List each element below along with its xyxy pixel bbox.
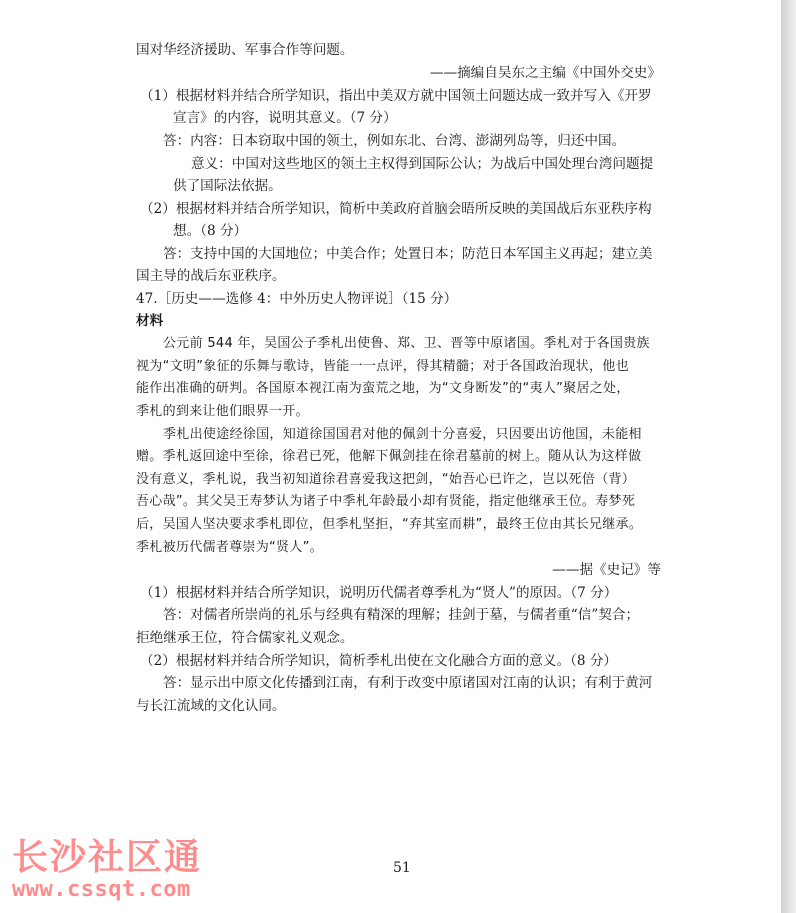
page-edge-shadow (781, 0, 796, 913)
answer-line: 国主导的战后东亚秩序。 (136, 268, 286, 284)
answer-line: 拒绝继承王位，符合儒家礼义观念。 (136, 630, 354, 646)
answer-line: 答：内容：日本窃取中国的领土，例如东北、台湾、澎湖列岛等，归还中国。 (163, 133, 626, 149)
material-line: 能作出准确的研判。各国原本视江南为蛮荒之地，为“文身断发”的“夷人”聚居之处， (136, 381, 630, 396)
answer-line: 意义：中国对这些地区的领土主权得到国际公认；为战后中国处理台湾问题提 (191, 156, 654, 172)
material-line: 吾心哉”。其父吴王寿梦认为诸子中季札年龄最小却有贤能，指定他继承王位。寿梦死 (136, 494, 636, 509)
question-line: （2）根据材料并结合所学知识，简析中美政府首脑会晤所反映的美国战后东亚秩序构 (140, 201, 652, 217)
question-line: 想。（8 分） (173, 223, 248, 239)
material-heading: 材料 (136, 313, 164, 329)
material-line: 没有意义，季札说，我当初知道徐君喜爱我这把剑，“始吾心已许之，岂以死倍（背） (136, 472, 636, 487)
source-citation: ——摘编自吴东之主编《中国外交史》 (429, 65, 661, 81)
text-line: 国对华经济援助、军事合作等问题。 (136, 42, 354, 58)
section-heading: 47.［历史——选修 4：中外历史人物评说］（15 分） (136, 291, 458, 307)
material-line: 季札出使途经徐国，知道徐国国君对他的佩剑十分喜爱，只因要出访他国，未能相 (163, 427, 642, 442)
material-line: 后，吴国人坚决要求季札即位，但季札坚拒，“弃其室而耕”，最终王位由其长兄继承。 (136, 517, 643, 532)
watermark-url: www.cssqt.com (12, 877, 191, 902)
question-line: （1）根据材料并结合所学知识，说明历代儒者尊季札为“贤人”的原因。（7 分） (140, 585, 618, 601)
material-line: 季札被历代儒者尊崇为“贤人”。 (136, 540, 323, 555)
watermark-logo-text: 长沙社区通 (12, 837, 203, 878)
answer-line: 与长江流域的文化认同。 (136, 698, 286, 714)
material-line: 季札的到来让他们眼界一开。 (136, 404, 309, 419)
source-citation: ——据《史记》等 (552, 562, 661, 578)
material-line: 公元前 544 年，吴国公子季札出使鲁、郑、卫、晋等中原诸国。季札对于各国贵族 (163, 336, 650, 351)
material-line: 视为“文明”象征的乐舞与歌诗，皆能一一点评，得其精髓；对于各国政治现状，他也 (136, 359, 629, 374)
question-line: （1）根据材料并结合所学知识，指出中美双方就中国领土问题达成一致并写入《开罗 (140, 88, 652, 104)
answer-line: 供了国际法依据。 (173, 178, 282, 194)
answer-line: 答：显示出中原文化传播到江南，有利于改变中原诸国对江南的认识；有利于黄河 (163, 675, 653, 691)
material-line: 赠。季札返回途中至徐，徐君已死，他解下佩剑挂在徐君墓前的树上。随从认为这样做 (136, 449, 642, 464)
page-number: 51 (393, 860, 411, 876)
answer-line: 答：支持中国的大国地位；中美合作；处置日本；防范日本军国主义再起；建立美 (163, 246, 653, 262)
question-line: 宣言》的内容，说明其意义。（7 分） (173, 110, 397, 126)
answer-line: 答：对儒者所崇尚的礼乐与经典有精深的理解；挂剑于墓，与儒者重“信”契合； (163, 607, 640, 623)
question-line: （2）根据材料并结合所学知识，简析季札出使在文化融合方面的意义。（8 分） (140, 653, 618, 669)
